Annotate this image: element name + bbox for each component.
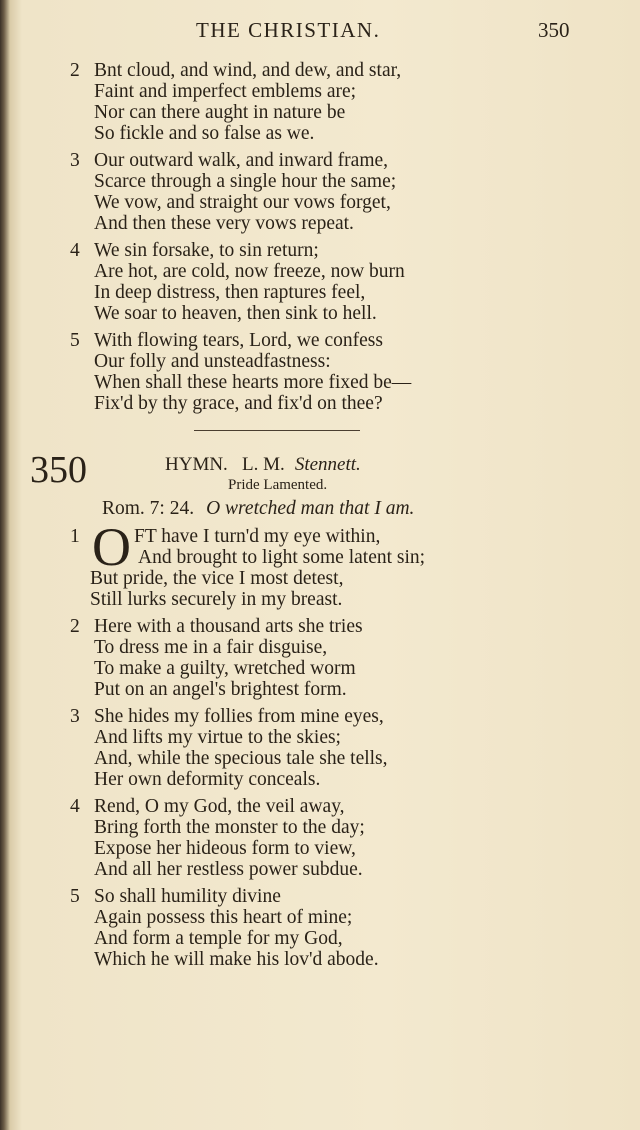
hymn-stanza-2 xyxy=(70,616,363,700)
prev-stanza-4 xyxy=(70,240,405,324)
verse-line: 2 Bnt cloud, and wind, and dew, and star, xyxy=(70,60,402,81)
hymn-stanza-3 xyxy=(70,706,388,790)
verse-line: Nor can there aught in nature be xyxy=(94,102,346,123)
verse-line: Bring forth the monster to the day; xyxy=(94,817,365,838)
hymn-subtitle: Pride Lamented. xyxy=(228,477,328,493)
verse-line: And, while the specious tale she tells, xyxy=(94,748,388,769)
verse-line: 4 Rend, O my God, the veil away, xyxy=(70,796,345,817)
verse-line: 1 FT have I turn'd my eye within, xyxy=(70,526,381,547)
verse-line: And form a temple for my God, xyxy=(94,928,343,949)
verse-line: 5 So shall humility divine xyxy=(70,886,281,907)
verse-line: Fix'd by thy grace, and fix'd on thee? xyxy=(94,393,383,414)
verse-line: 2 Here with a thousand arts she tries xyxy=(70,616,363,637)
prev-stanza-5 xyxy=(70,330,411,414)
scripture-quote: O wretched man that I am. xyxy=(206,498,415,519)
verse-line: 4 We sin forsake, to sin return; xyxy=(70,240,319,261)
scripture-citation: Rom. 7: 24. xyxy=(102,498,195,519)
verse-line: And lifts my virtue to the skies; xyxy=(94,727,341,748)
hymn-stanza-5 xyxy=(70,886,379,970)
verse-line: And then these very vows repeat. xyxy=(94,213,354,234)
hymn-author: Stennett. xyxy=(294,454,361,475)
hymn-heading xyxy=(165,454,361,476)
stanza-number: 5 xyxy=(70,886,80,907)
verse-line: Put on an angel's brightest form. xyxy=(94,679,347,700)
stanza-number: 1 xyxy=(70,526,80,547)
verse-line: Which he will make his lov'd abode. xyxy=(94,949,379,970)
verse-line: To make a guilty, wretched worm xyxy=(94,658,356,679)
verse-line: Again possess this heart of mine; xyxy=(94,907,353,928)
stanza-number: 3 xyxy=(70,706,80,727)
stanza-number: 3 xyxy=(70,150,80,171)
prev-stanza-3 xyxy=(70,150,396,234)
stanza-number: 2 xyxy=(70,60,80,81)
verse-line: When shall these hearts more fixed be— xyxy=(94,372,412,393)
verse-line: Are hot, are cold, now freeze, now burn xyxy=(94,261,405,282)
stanza-number: 4 xyxy=(70,796,80,817)
stanza-number: 4 xyxy=(70,240,80,261)
verse-line: Still lurks securely in my breast. xyxy=(90,589,343,610)
drop-cap: O xyxy=(92,517,131,577)
verse-line: And all her restless power subdue. xyxy=(94,859,363,880)
verse-line: Faint and imperfect emblems are; xyxy=(94,81,357,102)
hymn-number: 350 xyxy=(30,449,87,491)
hymn-meter: HYMN. L. M. xyxy=(165,454,285,475)
hymn-stanza-1 xyxy=(70,517,426,610)
verse-line: 5 With flowing tears, Lord, we confess xyxy=(70,330,383,351)
verse-line: Our folly and unsteadfastness: xyxy=(94,351,331,372)
verse-line: So fickle and so false as we. xyxy=(94,123,315,144)
verse-line: To dress me in a fair disguise, xyxy=(94,637,328,658)
verse-line: Her own deformity conceals. xyxy=(94,769,321,790)
stanza-number: 2 xyxy=(70,616,80,637)
verse-line: We vow, and straight our vows forget, xyxy=(94,192,391,213)
verse-line: And brought to light some latent sin; xyxy=(138,547,426,568)
running-header-title: THE CHRISTIAN. xyxy=(196,18,381,42)
scripture-reference xyxy=(102,498,414,520)
verse-line: We soar to heaven, then sink to hell. xyxy=(94,303,377,324)
verse-line: Expose her hideous form to view, xyxy=(94,838,356,859)
verse-line: In deep distress, then raptures feel, xyxy=(94,282,366,303)
stanza-number: 5 xyxy=(70,330,80,351)
verse-line: But pride, the vice I most detest, xyxy=(90,568,344,589)
hymn-stanza-4 xyxy=(70,796,365,880)
verse-line: 3 She hides my follies from mine eyes, xyxy=(70,706,384,727)
verse-line: Scarce through a single hour the same; xyxy=(94,171,397,192)
section-divider xyxy=(194,430,360,431)
page-number: 350 xyxy=(538,18,570,42)
verse-line: 3 Our outward walk, and inward frame, xyxy=(70,150,389,171)
prev-stanza-2 xyxy=(70,60,401,144)
